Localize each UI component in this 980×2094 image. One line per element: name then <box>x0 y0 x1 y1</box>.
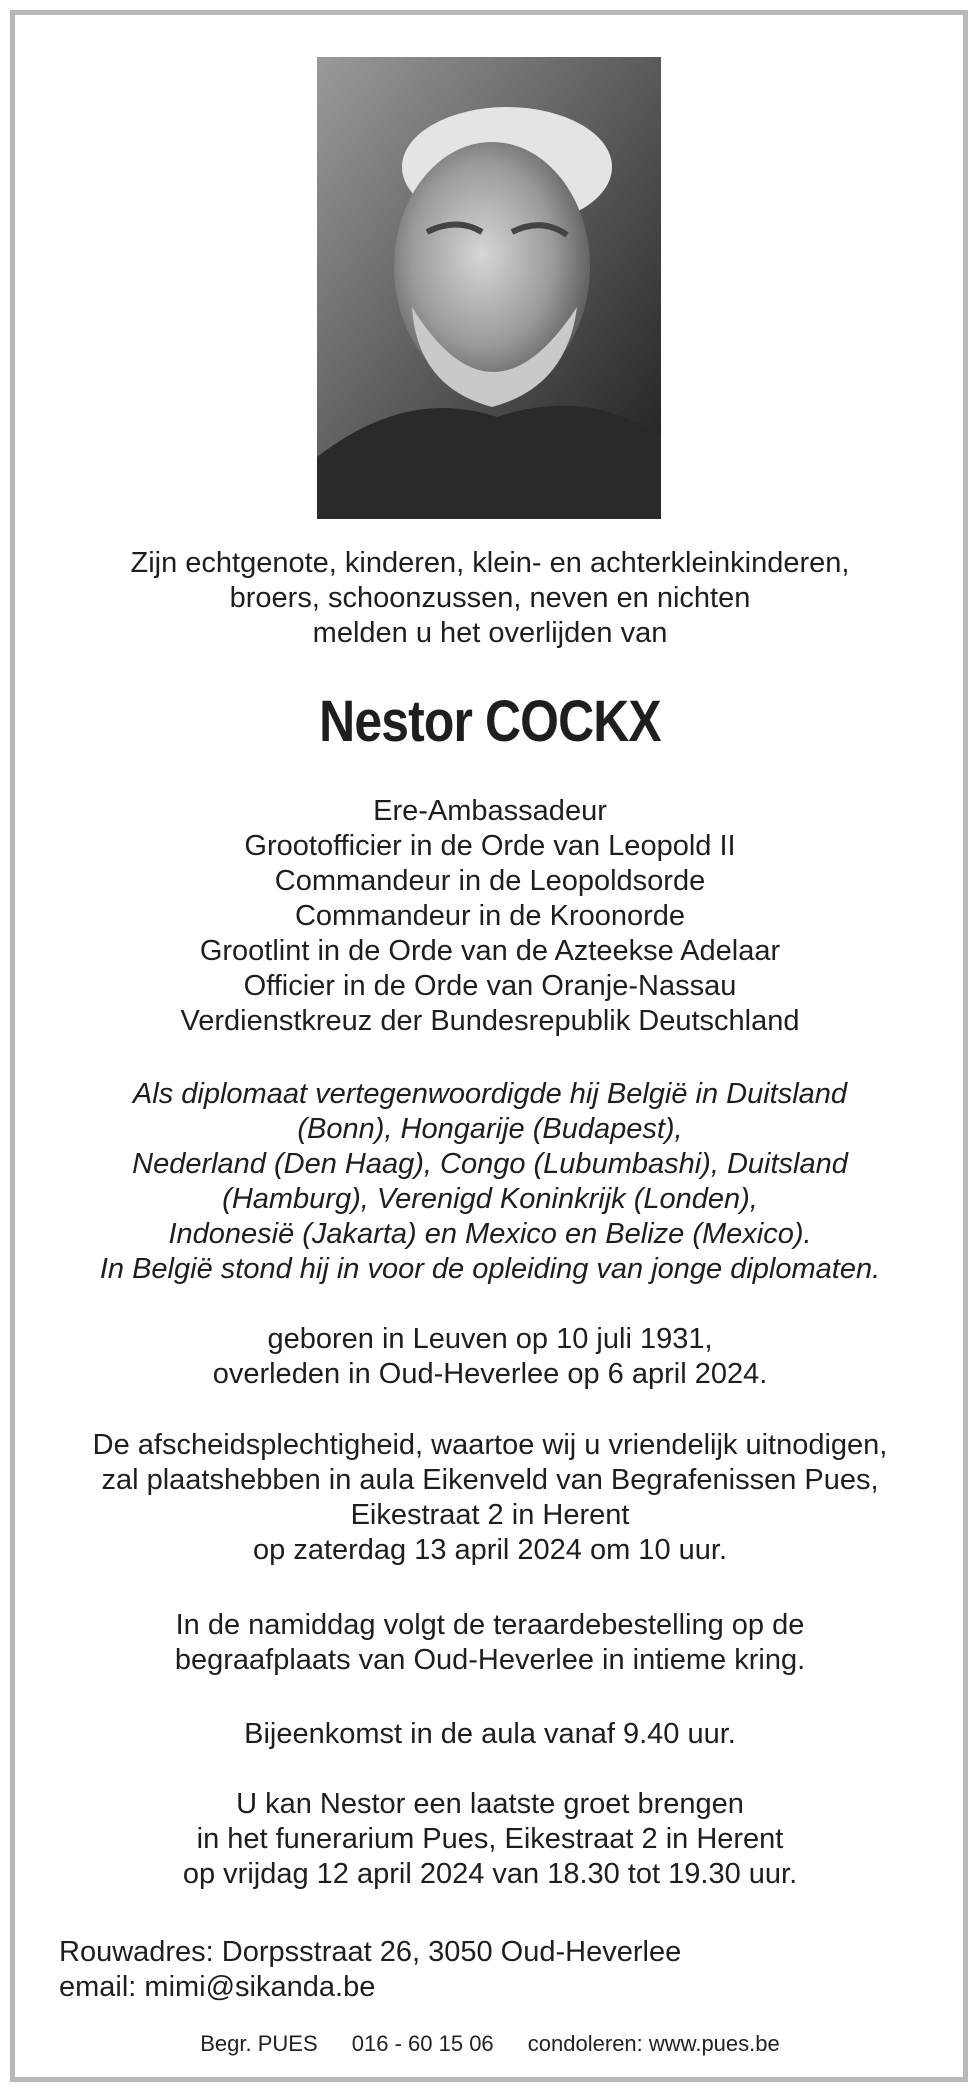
career-line: Nederland (Den Haag), Congo (Lubumbashi), Duitsland <box>132 1148 848 1180</box>
ceremony-line: zal plaatshebben in aula Eikenveld van Begrafenissen Pues, <box>101 1464 879 1496</box>
gathering-text: Bijeenkomst in de aula vanaf 9.40 uur. <box>244 1718 736 1750</box>
honors-list <box>0 794 980 1039</box>
career-line: (Bonn), Hongarije (Budapest), <box>297 1113 683 1145</box>
contact-email: email: mimi@sikanda.be <box>59 1971 376 2003</box>
honor-line: Commandeur in de Kroonorde <box>294 900 686 932</box>
burial-line: In de namiddag volgt de teraardebestelling op de <box>175 1609 805 1641</box>
funeral-home-phone: 016 - 60 15 06 <box>351 2031 494 2056</box>
funeral-home-name: Begr. PUES <box>200 2031 318 2056</box>
career-line: Als diplomaat vertegenwoordigde hij België in Duitsland <box>132 1078 848 1110</box>
burial-line: begraafplaats van Oud-Heverlee in intieme kring. <box>174 1644 806 1676</box>
visit-line: U kan Nestor een laatste groet brengen <box>236 1788 744 1820</box>
intro-text <box>0 546 980 651</box>
contact-block <box>59 1935 681 2005</box>
ceremony-line: Eikestraat 2 in Herent <box>350 1499 630 1531</box>
deceased-name: Nestor COCKX <box>319 689 661 754</box>
death-line: overleden in Oud-Heverlee op 6 april 2024. <box>212 1358 768 1390</box>
intro-line: broers, schoonzussen, neven en nichten <box>229 582 751 614</box>
career-text <box>0 1077 980 1287</box>
burial-text <box>0 1608 980 1678</box>
visit-line: in het funerarium Pues, Eikestraat 2 in Herent <box>196 1823 784 1855</box>
ceremony-line: op zaterdag 13 april 2024 om 10 uur. <box>253 1534 727 1566</box>
honor-line: Commandeur in de Leopoldsorde <box>274 865 706 897</box>
intro-line: Zijn echtgenote, kinderen, klein- en achterkleinkinderen, <box>130 547 850 579</box>
birth-line: geboren in Leuven op 10 juli 1931, <box>267 1323 713 1355</box>
honor-line: Officier in de Orde van Oranje-Nassau <box>243 970 737 1002</box>
honor-line: Ere-Ambassadeur <box>373 795 607 827</box>
visit-line: op vrijdag 12 april 2024 van 18.30 tot 19.30 uur. <box>182 1858 798 1890</box>
footer <box>0 2031 980 2057</box>
honor-line: Grootofficier in de Orde van Leopold II <box>244 830 736 862</box>
portrait-image <box>317 57 661 519</box>
career-line: Indonesië (Jakarta) en Mexico en Belize (Mexico). <box>168 1218 812 1250</box>
mourning-address: Rouwadres: Dorpsstraat 26, 3050 Oud-Heverlee <box>59 1936 682 1968</box>
honor-line: Verdienstkreuz der Bundesrepublik Deutschland <box>180 1005 800 1037</box>
visit-text <box>0 1787 980 1892</box>
portrait-photo <box>317 57 661 519</box>
ceremony-line: De afscheidsplechtigheid, waartoe wij u vriendelijk uitnodigen, <box>92 1429 888 1461</box>
life-dates <box>0 1322 980 1392</box>
intro-line: melden u het overlijden van <box>312 617 668 649</box>
honor-line: Grootlint in de Orde van de Azteekse Adelaar <box>199 935 781 967</box>
ceremony-text <box>0 1428 980 1568</box>
condolence-link: condoleren: www.pues.be <box>527 2031 780 2056</box>
career-line: (Hamburg), Verenigd Koninkrijk (Londen), <box>222 1183 758 1215</box>
career-line: In België stond hij in voor de opleiding van jonge diplomaten. <box>99 1253 881 1285</box>
